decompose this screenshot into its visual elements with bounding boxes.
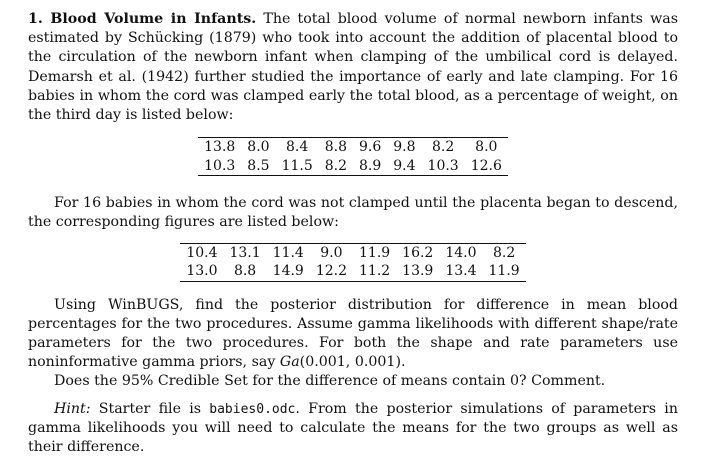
gamma-prior-args: (0.001, 0.001). [299,354,406,371]
early-clamping-table-wrap [28,137,678,176]
intro-paragraph [28,10,678,125]
late-clamping-cell: 9.0 [310,243,353,262]
early-clamping-cell: 10.3 [198,157,241,176]
late-clamping-cell: 12.2 [310,262,353,281]
early-clamping-row [198,157,508,176]
late-clamping-cell: 11.4 [267,243,310,262]
late-clamping-cell: 10.4 [180,243,223,262]
late-clamping-cell: 13.1 [223,243,266,262]
task-paragraph [28,296,678,373]
late-clamping-cell: 13.9 [396,262,439,281]
late-clamping-cell: 13.4 [439,262,482,281]
early-clamping-cell: 8.5 [241,157,275,176]
problem-heading: 1. Blood Volume in Infants. [28,11,257,27]
hint-text-end: . From the posterior simulations of parameters in gamma likelihoods you will need to calculate the means for the two groups as well as their difference. [28,400,678,456]
problem-page [28,10,678,457]
late-clamping-table-wrap [28,243,678,282]
hint-paragraph [28,400,678,457]
early-clamping-cell: 8.0 [465,138,508,157]
early-clamping-cell: 9.4 [387,157,421,176]
hint-filename: babies0.odc [209,401,296,417]
early-clamping-cell: 8.2 [422,138,465,157]
late-clamping-cell: 11.9 [353,243,396,262]
gamma-prior-symbol: Ga [279,354,300,371]
early-clamping-cell: 8.2 [319,157,353,176]
late-clamping-cell: 13.0 [180,262,223,281]
late-clamping-cell: 11.2 [353,262,396,281]
hint-text-start: Starter file is [98,400,202,417]
early-clamping-table [198,137,508,176]
early-clamping-row [198,138,508,157]
late-clamping-cell: 14.0 [439,243,482,262]
early-clamping-cell: 8.0 [241,138,275,157]
early-clamping-cell: 13.8 [198,138,241,157]
early-clamping-cell: 8.9 [353,157,387,176]
early-clamping-cell: 10.3 [422,157,465,176]
question-paragraph: Does the 95% Credible Set for the difference of means contain 0? Comment. [54,373,606,390]
late-clamping-cell: 8.2 [483,243,526,262]
late-clamping-cell: 8.8 [223,262,266,281]
early-clamping-cell: 11.5 [276,157,319,176]
late-clamping-cell: 16.2 [396,243,439,262]
early-clamping-cell: 12.6 [465,157,508,176]
task-text: Using WinBUGS, find the posterior distribution for difference in mean blood percentages for the two procedures. Assume gamma likelihoods with different shape/rate parameters for the two procedures. For both the shape and rate parameters use noninformative gamma priors, say [28,296,678,371]
late-clamping-row [180,262,525,281]
late-clamping-cell: 11.9 [483,262,526,281]
late-intro-paragraph: For 16 babies in whom the cord was not clamped until the placenta began to descend, the corresponding figures are listed below: [28,195,678,231]
late-clamping-table [180,243,525,282]
early-clamping-cell: 8.4 [276,138,319,157]
intro-text: The total blood volume of normal newborn infants was estimated by Schücking (1879) who took into account the addition of placental blood to the circulation of the newborn infant when clamping of the umbilical cord is delayed. Demarsh et al. (1942) further studied the importance of early and late clamping. For 16 babies in whom the cord was clamped early the total blood, as a percentage of weight, on the third day is listed below: [28,11,678,124]
early-clamping-cell: 9.8 [387,138,421,157]
early-clamping-cell: 8.8 [319,138,353,157]
late-clamping-row [180,243,525,262]
hint-label: Hint: [54,400,91,417]
early-clamping-cell: 9.6 [353,138,387,157]
late-clamping-cell: 14.9 [267,262,310,281]
